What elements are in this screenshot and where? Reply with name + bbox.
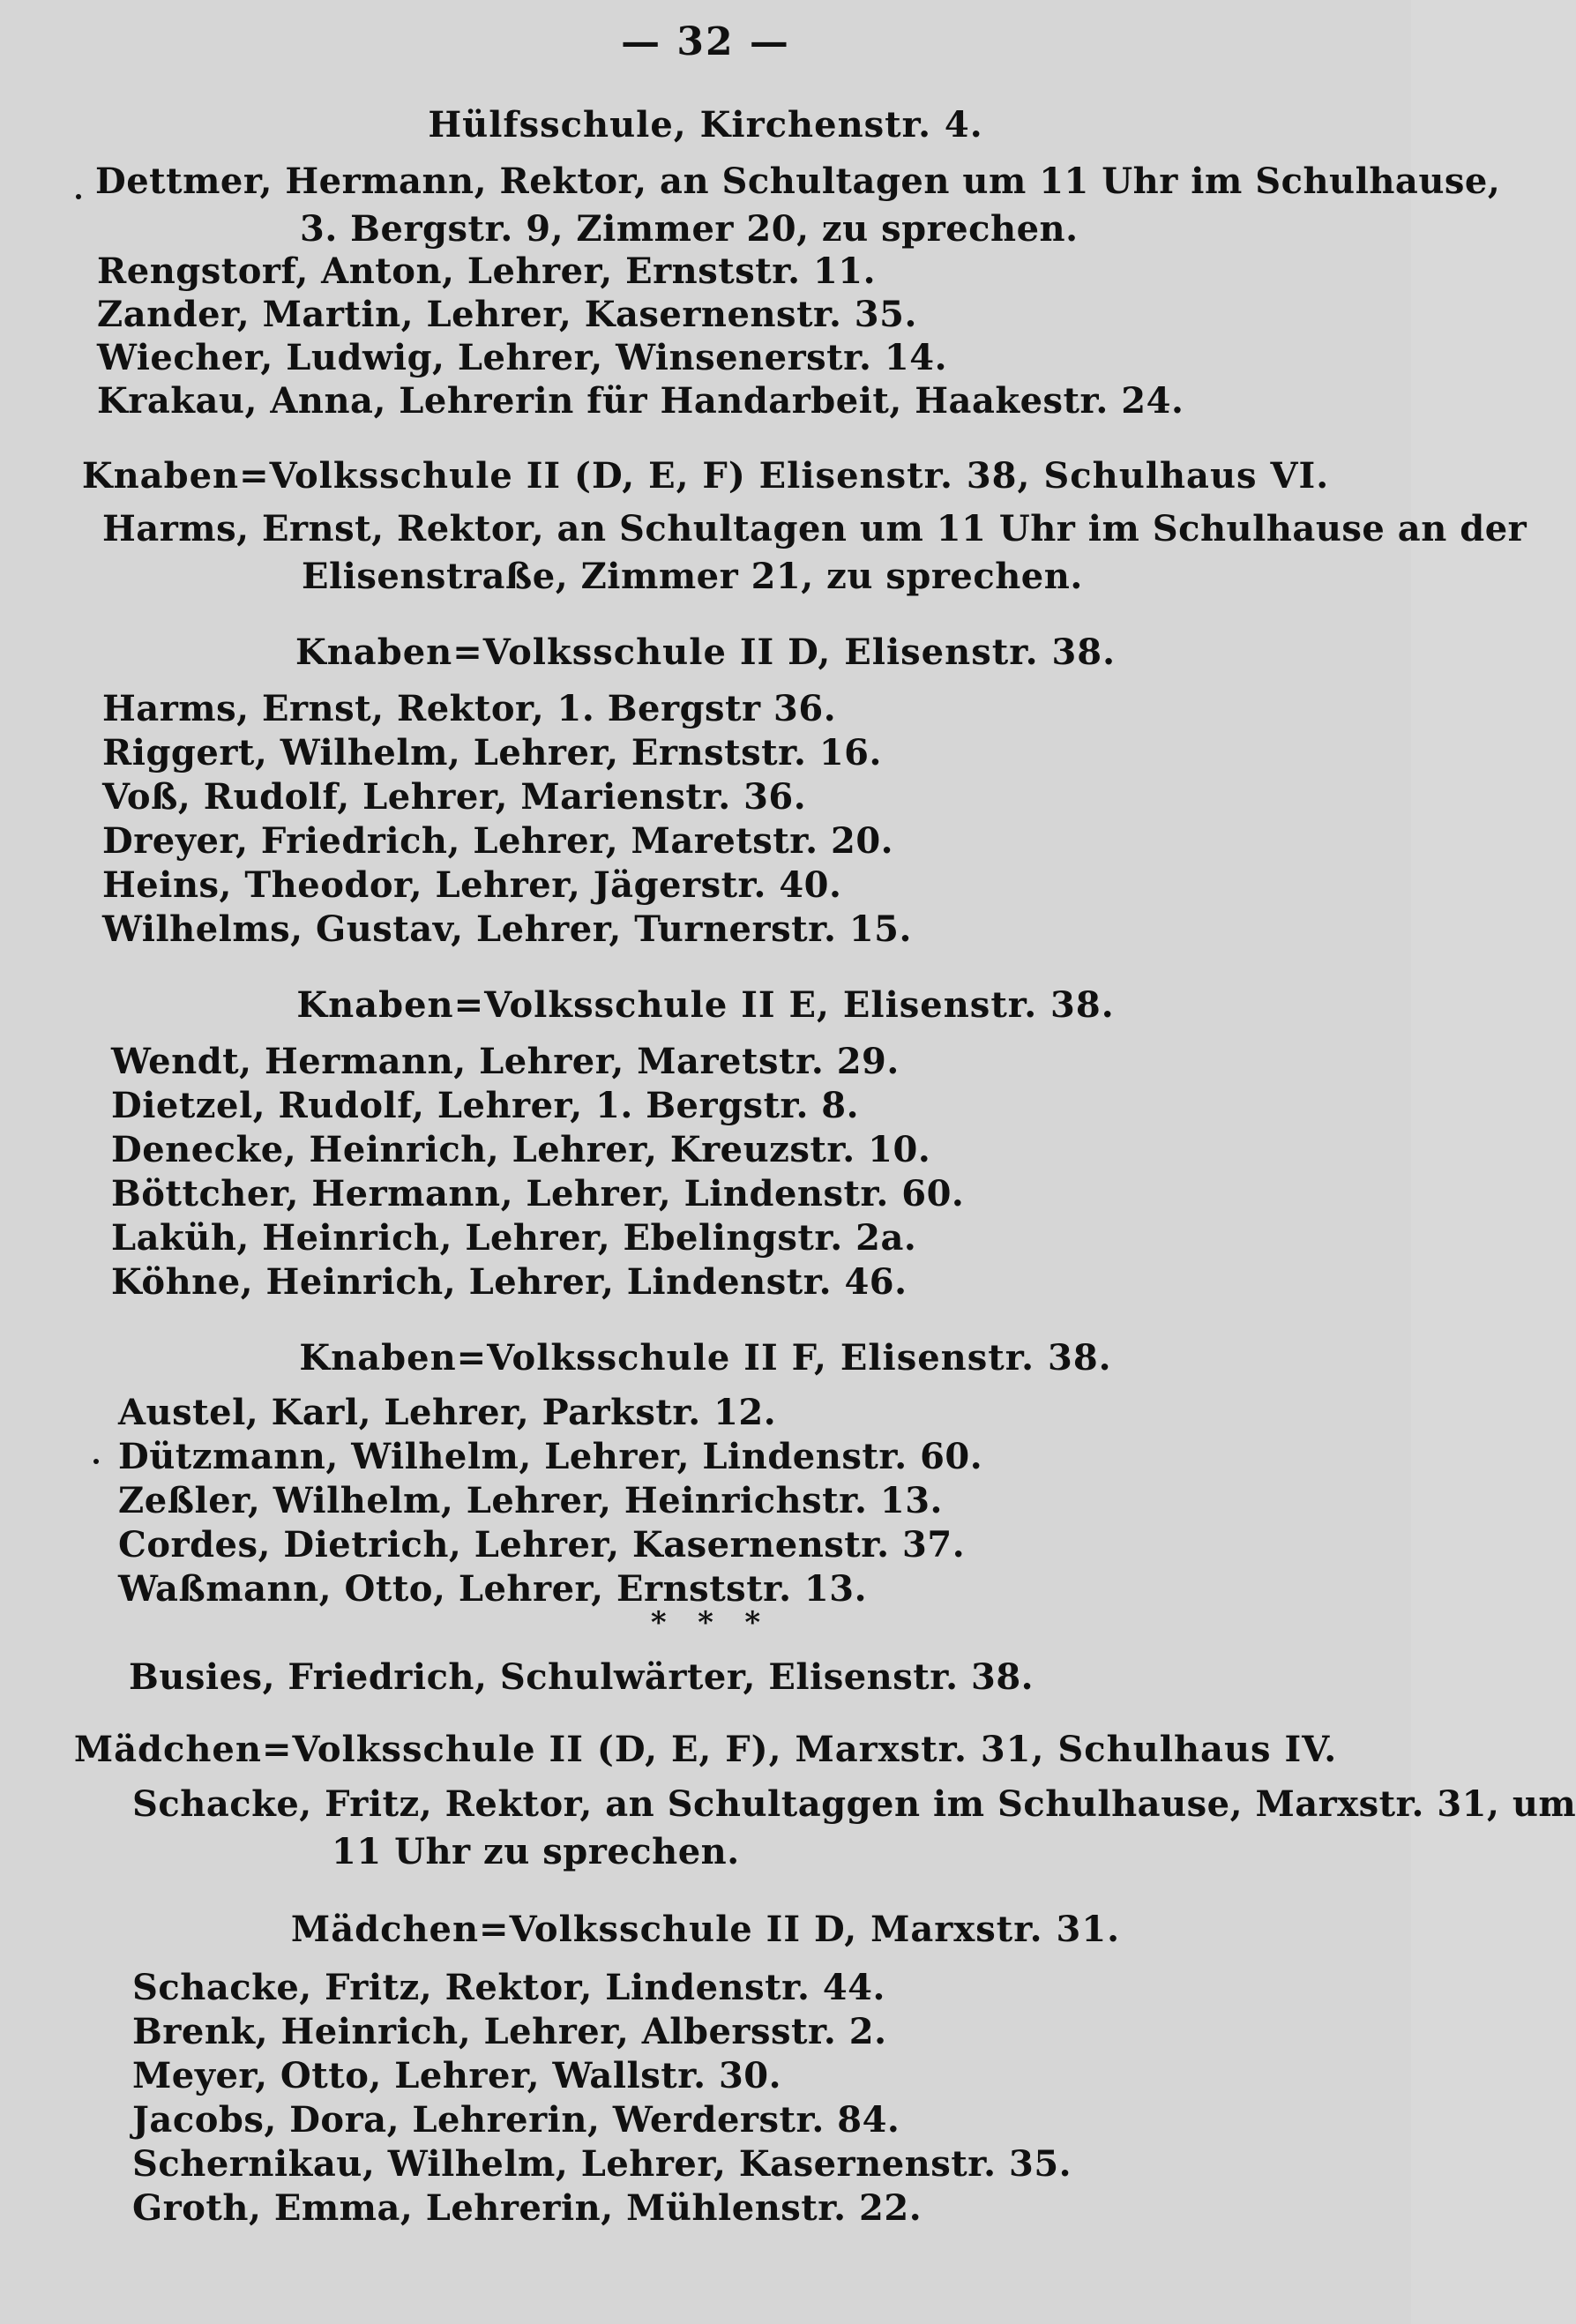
section-heading: Knaben=Volksschule II D, Elisenstr. 38. — [295, 631, 1117, 673]
section-heading: Knaben=Volksschule II (D, E, F) Elisenstr. 38, Schulhaus VI. — [81, 455, 1330, 497]
list-item: Wilhelms, Gustav, Lehrer, Turnerstr. 15. — [102, 908, 912, 950]
section-heading: Mädchen=Volksschule II D, Marxstr. 31. — [290, 1909, 1121, 1950]
list-item: Rengstorf, Anton, Lehrer, Ernststr. 11. — [97, 250, 877, 292]
list-item: Heins, Theodor, Lehrer, Jägerstr. 40. — [102, 864, 842, 906]
list-item: Dützmann, Wilhelm, Lehrer, Lindenstr. 60. — [118, 1436, 983, 1477]
list-item: Riggert, Wilhelm, Lehrer, Ernststr. 16. — [102, 732, 882, 773]
list-item: Harms, Ernst, Rektor, 1. Bergstr 36. — [102, 688, 837, 729]
list-item: Schacke, Fritz, Rektor, Lindenstr. 44. — [132, 1967, 885, 2008]
list-item: Busies, Friedrich, Schulwärter, Elisenstr. 38. — [129, 1656, 1034, 1698]
section-heading: Mädchen=Volksschule II (D, E, F), Marxstr. 31, Schulhaus IV. — [73, 1729, 1338, 1770]
page-number: — 32 — — [621, 19, 790, 64]
lead-entry-continuation: Elisenstraße, Zimmer 21, zu sprechen. — [302, 556, 1083, 597]
lead-entry-line: Schacke, Fritz, Rektor, an Schultaggen im Schulhause, Marxstr. 31, um — [132, 1783, 1576, 1825]
section-heading: Knaben=Volksschule II F, Elisenstr. 38. — [299, 1337, 1112, 1379]
lead-entry-line: Harms, Ernst, Rektor, an Schultagen um 11 Uhr im Schulhause an der — [102, 508, 1527, 549]
list-item: Böttcher, Hermann, Lehrer, Lindenstr. 60. — [111, 1173, 965, 1214]
list-item: Waßmann, Otto, Lehrer, Ernststr. 13. — [118, 1568, 868, 1610]
list-item: Brenk, Heinrich, Lehrer, Albersstr. 2. — [132, 2011, 887, 2052]
list-item: Wendt, Hermann, Lehrer, Maretstr. 29. — [111, 1041, 900, 1082]
list-item: Krakau, Anna, Lehrerin für Handarbeit, Haakestr. 24. — [97, 380, 1184, 422]
list-item: Groth, Emma, Lehrerin, Mühlenstr. 22. — [132, 2187, 922, 2229]
list-item: Köhne, Heinrich, Lehrer, Lindenstr. 46. — [111, 1261, 908, 1303]
section-heading: Hülfsschule, Kirchenstr. 4. — [428, 104, 983, 146]
list-item: Austel, Karl, Lehrer, Parkstr. 12. — [118, 1392, 777, 1433]
margin-mark — [93, 1459, 99, 1464]
asterism-separator: * * * — [650, 1605, 761, 1640]
list-item: Meyer, Otto, Lehrer, Wallstr. 30. — [132, 2055, 782, 2096]
list-item: Voß, Rudolf, Lehrer, Marienstr. 36. — [102, 776, 807, 818]
list-item: Wiecher, Ludwig, Lehrer, Winsenerstr. 14. — [97, 337, 947, 378]
list-item: Cordes, Dietrich, Lehrer, Kasernenstr. 37. — [118, 1524, 966, 1566]
lead-entry-line: Dettmer, Hermann, Rektor, an Schultagen um 11 Uhr im Schulhause, — [95, 161, 1501, 202]
list-item: Denecke, Heinrich, Lehrer, Kreuzstr. 10. — [111, 1129, 931, 1170]
section-heading: Knaben=Volksschule II E, Elisenstr. 38. — [296, 984, 1115, 1026]
list-item: Schernikau, Wilhelm, Lehrer, Kasernenstr. 35. — [132, 2143, 1072, 2185]
lead-entry-continuation: 3. Bergstr. 9, Zimmer 20, zu sprechen. — [300, 208, 1079, 250]
list-item: Jacobs, Dora, Lehrerin, Werderstr. 84. — [132, 2099, 900, 2141]
list-item: Zeßler, Wilhelm, Lehrer, Heinrichstr. 13. — [118, 1480, 943, 1521]
list-item: Dietzel, Rudolf, Lehrer, 1. Bergstr. 8. — [111, 1085, 860, 1126]
margin-mark — [76, 194, 81, 199]
lead-entry-continuation: 11 Uhr zu sprechen. — [332, 1831, 740, 1872]
list-item: Dreyer, Friedrich, Lehrer, Maretstr. 20. — [102, 820, 894, 862]
list-item: Laküh, Heinrich, Lehrer, Ebelingstr. 2a. — [111, 1217, 917, 1259]
list-item: Zander, Martin, Lehrer, Kasernenstr. 35. — [97, 294, 917, 335]
